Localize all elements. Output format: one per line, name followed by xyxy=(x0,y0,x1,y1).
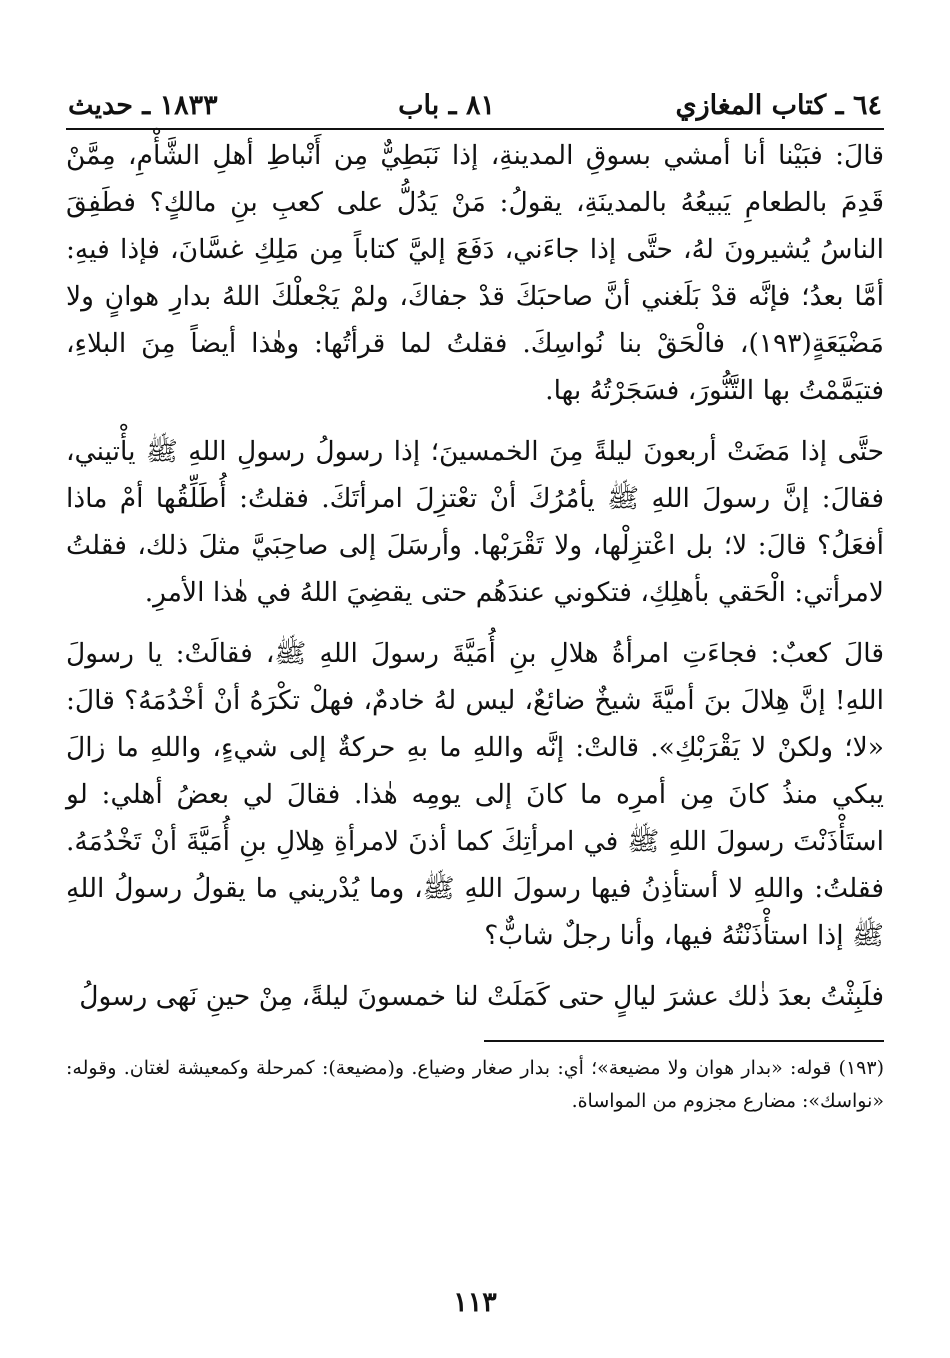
footnote: (١٩٣) قوله: «بدار هوان ولا مضيعة»؛ أي: بدار صغار وضياع. و(مضيعة): كمرحلة وكمعيشة لغتان. وقوله: «نواسك»: مضارع مجزوم من المواساة. xyxy=(66,1057,884,1113)
running-header xyxy=(66,90,884,130)
header-hadith-number: ١٨٣٣ ـ حديث xyxy=(68,90,218,121)
footnotes xyxy=(66,1052,884,1118)
header-book-title: ٦٤ ـ كتاب المغازي xyxy=(675,90,882,121)
paragraph: فلَبِثْتُ بعدَ ذٰلك عشرَ ليالٍ حتى كَمَلَتْ لنا خمسونَ ليلةً، مِنْ حينِ نَهى رسولُ xyxy=(79,981,884,1013)
paragraph: قالَ كعبٌ: فجاءَتِ امرأةُ هلالِ بنِ أُمَيَّةَ رسولَ اللهِ ﷺ، فقالَتْ: يا رسولَ اللهِ! إنَّ هِلالَ بنَ أميَّةَ شيخٌ ضائعٌ، ليس لهُ خادمٌ، فهلْ تكْرَهُ أنْ أخْدُمَهُ؟ قالَ: «لا؛ ولكنْ لا يَقْرَبْكِ». قالتْ: إنَّه واللهِ ما بهِ حركةٌ إلى شيءٍ، واللهِ ما زالَ يبكي منذُ كانَ مِن أمرِه ما كانَ إلى يومِه هٰذا. فقالَ لي بعضُ أهلي: لو استَأْذَنْتَ رسولَ اللهِ ﷺ في امرأتِكَ كما أذنَ لامرأةِ هِلالِ بنِ أُمَيَّةَ أنْ تَخْدُمَهُ. فقلتُ: واللهِ لا أستأذِنُ فيها رسولَ اللهِ ﷺ، وما يُدْريني ما يقولُ رسولُ اللهِ ﷺ إذا استأْذَنْتُهُ فيها، وأنا رجلٌ شابٌّ؟ xyxy=(66,638,884,952)
footnote-separator xyxy=(484,1040,884,1042)
main-text xyxy=(66,132,884,1020)
header-chapter: ٨١ ـ باب xyxy=(398,90,495,121)
page-number: ١١٣ xyxy=(453,1287,497,1318)
paragraph: قالَ: فبَيْنا أنا أمشي بسوقِ المدينةِ، إذا نَبَطِيٌّ مِن أَنْباطِ أهلِ الشَّأْمِ، مِمَّنْ قَدِمَ بالطعامِ يَبيعُهُ بالمدينَةِ، يقولُ: مَنْ يَدُلُّ على كعبِ بنِ مالكٍ؟ فطَفِقَ الناسُ يُشيرونَ لهُ، حتَّى إذا جاءَني، دَفَعَ إليَّ كتاباً مِن مَلِكِ غسَّانَ، فإذا فيهِ: أمَّا بعدُ؛ فإنَّه قدْ بَلَغني أنَّ صاحبَكَ قدْ جفاكَ، ولمْ يَجْعلْكَ اللهُ بدارِ هوانٍ ولا مَضْيَعَةٍ(١٩٣)، فالْحَقْ بنا نُواسِكَ. فقلتُ لما قرأتُها: وهٰذا أيضاً مِنَ البلاءِ، فتيَمَّمْتُ بها التَّنُّورَ، فسَجَرْتُهُ بها. xyxy=(66,140,884,407)
paragraph: حتَّى إذا مَضَتْ أربعونَ ليلةً مِنَ الخمسينَ؛ إذا رسولُ رسولِ اللهِ ﷺ يأْتيني، فقالَ: إنَّ رسولَ اللهِ ﷺ يأمُرُكَ أنْ تعْتزِلَ امرأتَكَ. فقلتُ: أُطَلِّقُها أمْ ماذا أفعَلُ؟ قالَ: لا؛ بل اعْتزِلْها، ولا تَقْرَبْها. وأرسَلَ إلى صاحِبَيَّ مثلَ ذلك، فقلتُ لامرأتي: الْحَقي بأهلِكِ، فتكوني عندَهُم حتى يقضِيَ اللهُ في هٰذا الأمرِ. xyxy=(66,436,884,609)
